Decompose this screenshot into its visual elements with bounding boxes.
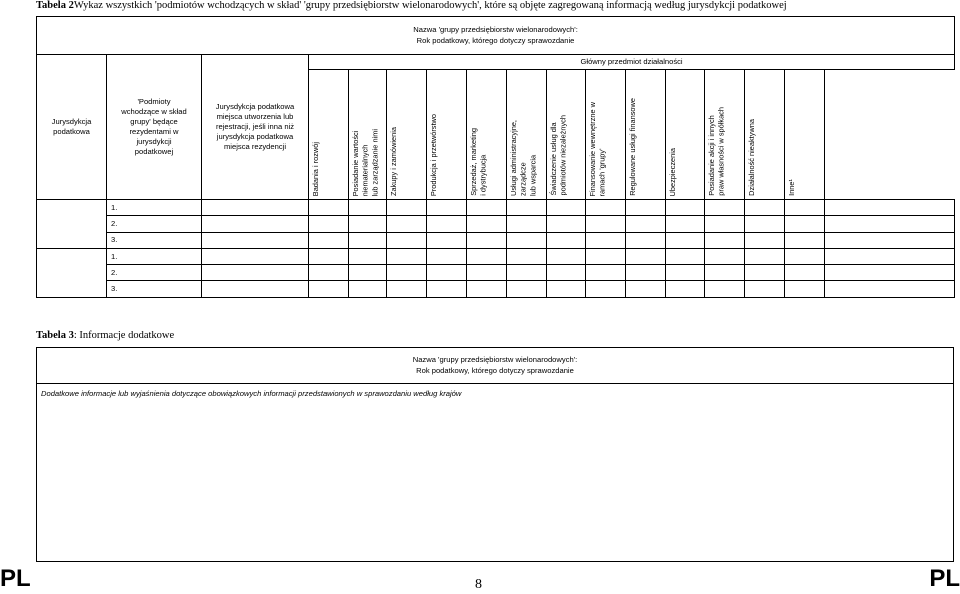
- activity-column: Inne¹: [785, 70, 825, 200]
- activity-column: Produkcja i przetwórstwo: [427, 70, 467, 200]
- row-number: 3.: [107, 281, 202, 297]
- main-activity-header: Główny przedmiot działalności: [309, 55, 955, 70]
- row-number: 1.: [107, 200, 202, 216]
- row-number: 3.: [107, 232, 202, 248]
- table-2: [36, 16, 955, 298]
- activity-column: Działalność nieaktywna: [745, 70, 785, 200]
- activity-column: Sprzedaż, marketing i dystrybucja: [467, 70, 507, 200]
- row-number: 2.: [107, 265, 202, 281]
- table-2-group-header: Nazwa 'grupy przedsiębiorstw wielonarodowych': Rok podatkowy, którego dotyczy sprawozdanie: [37, 17, 955, 55]
- column-constituent-entities: 'Podmioty wchodzące w skład grupy' będące rezydentami w jurysdykcji podatkowej: [107, 55, 202, 200]
- table-3-label: Tabela 3: [36, 330, 74, 341]
- activity-column: Posiadanie wartości niematerialnych lub zarządzanie nimi: [349, 70, 387, 200]
- footer-country-right: PL: [929, 565, 960, 592]
- activity-column: Ubezpieczenia: [666, 70, 705, 200]
- column-jurisdiction: Jurysdykcja podatkowa: [37, 55, 107, 200]
- column-other-jurisdiction: Jurysdykcja podatkowa miejsca utworzenia lub rejestracji, jeśli inna niż jurysdykcja podatkowa miejsca rezydencji: [202, 55, 309, 200]
- activity-column: Posiadanie akcji i innych praw własności w spółkach: [705, 70, 745, 200]
- activity-column: Finansowanie wewnętrzne w ramach 'grupy': [586, 70, 626, 200]
- table-3-group-header: Nazwa 'grupy przedsiębiorstw wielonarodowych': Rok podatkowy, którego dotyczy sprawozdanie: [37, 348, 954, 384]
- table-2-title: [36, 0, 787, 11]
- row-number: 2.: [107, 216, 202, 232]
- jurisdiction-cell: [37, 248, 107, 297]
- table-3: [36, 347, 954, 562]
- table-3-title: [36, 330, 174, 341]
- table-2-caption: Wykaz wszystkich 'podmiotów wchodzących w skład' 'grupy przedsiębiorstw wielonarodowych', które są objęte zagregowaną informacją według jurysdykcji podatkowej: [73, 0, 787, 11]
- row-number: 1.: [107, 248, 202, 264]
- activity-column: Zakupy i zamówienia: [387, 70, 427, 200]
- activity-column: Badania i rozwój: [309, 70, 349, 200]
- activity-column: Świadczenie usług dla podmiotów niezależnych: [547, 70, 586, 200]
- activity-column: Regulowane usługi finansowe: [626, 70, 666, 200]
- page-number: 8: [475, 577, 482, 592]
- additional-info-cell: Dodatkowe informacje lub wyjaśnienia dotyczące obowiązkowych informacji przedstawionych w sprawozdaniu według krajów: [37, 384, 954, 562]
- table-3-caption: : Informacje dodatkowe: [73, 330, 175, 341]
- footer-country-left: PL: [0, 565, 31, 592]
- jurisdiction-cell: [37, 200, 107, 249]
- activity-column: Usługi administracyjne, zarządcze lub wsparcia: [507, 70, 547, 200]
- table-2-label: Tabela 2: [36, 0, 74, 11]
